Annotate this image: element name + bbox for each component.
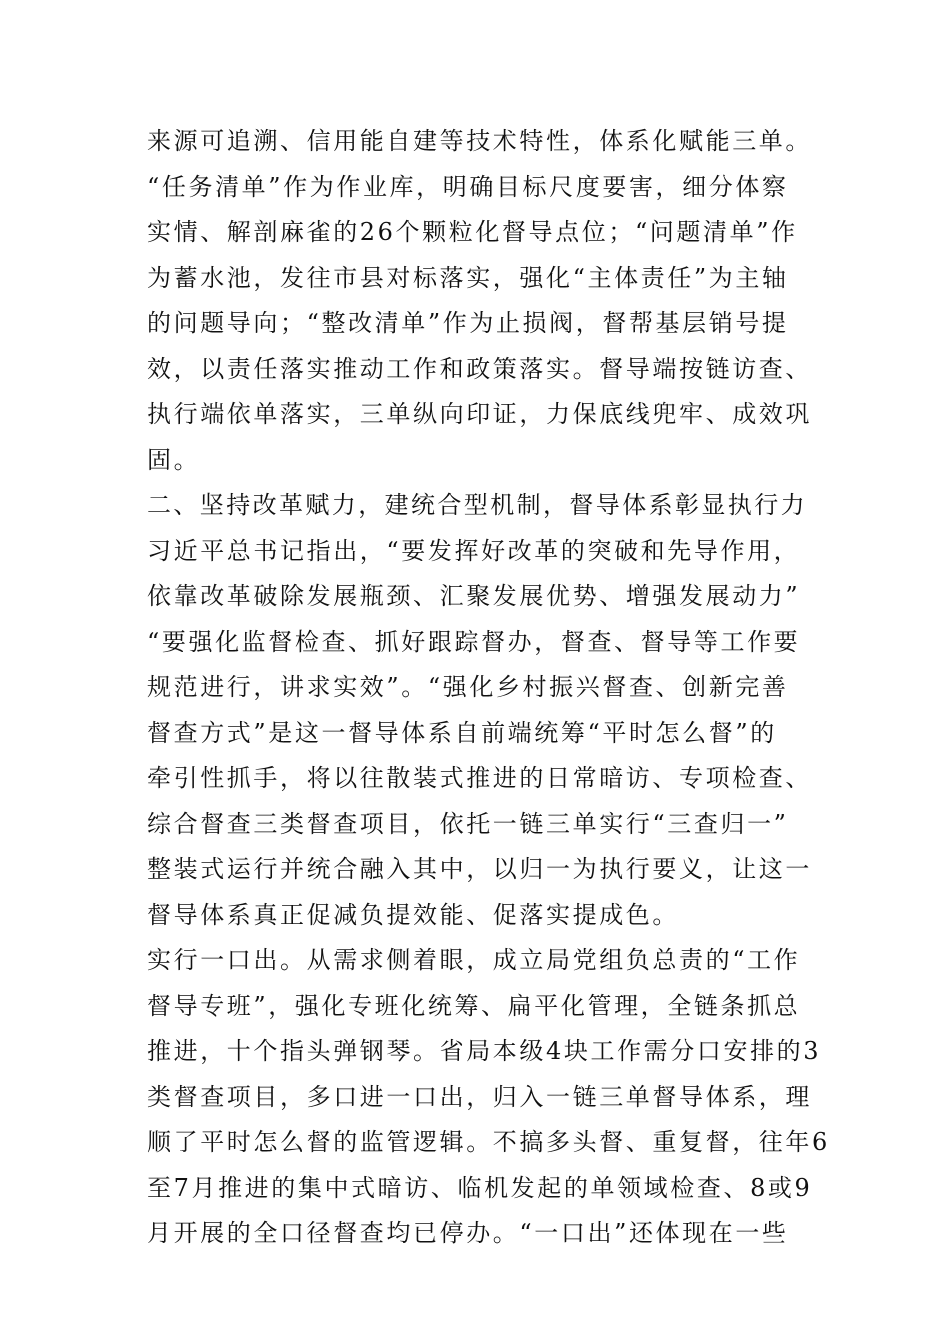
text-line: 至7月推进的集中式暗访、临机发起的单领域检查、8或9 [147,1173,813,1202]
text-line: 的问题导向；“整改清单”作为止损阀，督帮基层销号提 [147,309,789,337]
text-line: 月开展的全口径督查均已停办。“一口出”还体现在一些 [147,1219,789,1247]
text-line: 为蓄水池，发往市县对标落实，强化“主体责任”为主轴 [147,263,789,292]
text-line: 督导专班”，强化专班化统筹、扁平化管理，全链条抓总 [147,991,801,1020]
text-line: 来源可追溯、信用能自建等技术特性，体系化赋能三单。 [147,127,812,155]
text-line: “要强化监督检查、抓好跟踪督办，督查、督导等工作要 [147,627,801,656]
text-line: 效，以责任落实推动工作和政策落实。督导端按链访查、 [147,354,812,383]
text-line: 依靠改革破除发展瓶颈、汇聚发展优势、增强发展动力” [147,582,801,610]
text-line: 推进，十个指头弹钢琴。省局本级4块工作需分口安排的3 [147,1037,822,1065]
text-line: 整装式运行并统合融入其中，以归一为执行要义，让这一 [147,855,812,883]
text-line: 实情、解剖麻雀的26个颗粒化督导点位；“问题清单”作 [147,218,798,246]
text-line: 执行端依单落实，三单纵向印证，力保底线兜牢、成效巩 [147,400,812,428]
text-line: 牵引性抓手，将以往散装式推进的日常暗访、专项检查、 [147,764,812,792]
text-line: 习近平总书记指出，“要发挥好改革的突破和先导作用， [147,536,801,565]
section-heading: 二、坚持改革赋力，建统合型机制，督导体系彰显执行力 [147,491,807,519]
text-line: 规范进行，讲求实效”。“强化乡村振兴督查、创新完善 [147,673,789,701]
text-line: 顺了平时怎么督的监管逻辑。不搞多头督、重复督，往年6 [147,1128,830,1156]
text-line: 督查方式”是这一督导体系自前端统筹“平时怎么督”的 [147,718,777,747]
body-text [147,119,830,1257]
text-line: “任务清单”作为作业库，明确目标尺度要害，细分体察 [147,172,789,201]
text-line: 综合督查三类督查项目，依托一链三单实行“三查归一” [147,809,789,838]
text-line: 类督查项目，多口进一口出，归入一链三单督导体系，理 [147,1082,812,1111]
text-line: 固。 [147,445,201,474]
text-line: 督导体系真正促减负提效能、促落实提成色。 [147,900,679,929]
text-line: 实行一口出。从需求侧着眼，成立局党组负总责的“工作 [147,946,801,974]
